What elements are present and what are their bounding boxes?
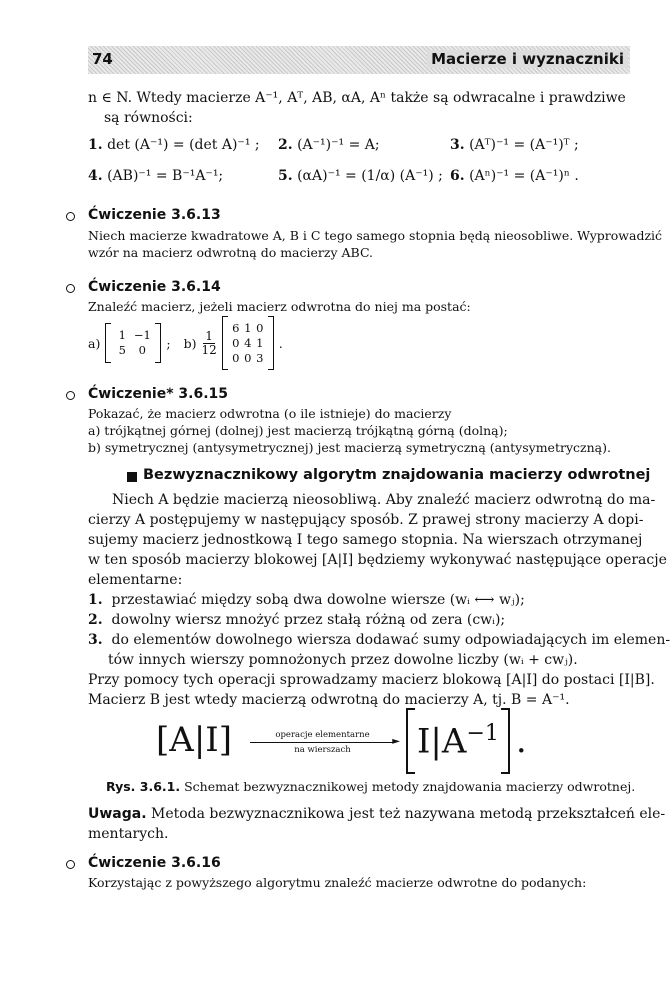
intro-line-1: n ∈ N. Wtedy macierze A⁻¹, Aᵀ, AB, αA, Aⁿ także są odwracalne i prawdziwe [88,90,626,106]
matrix-b: 6 1 0 0 4 1 0 0 3 [222,316,274,370]
operation-3-cont: tów innych wierszy pomnożonych przez dowolne liczby (wᵢ + cwⱼ). [108,652,578,668]
exercise-13-title: Ćwiczenie 3.6.13 [88,207,221,223]
fraction: 1 12 [201,328,217,357]
exercise-bullet-icon [66,212,75,221]
matrix-a: 1 −1 5 0 [105,323,161,363]
arrow-head-icon: ► [392,736,400,747]
exercise-bullet-icon [66,860,75,869]
exercise-16-line-1: Korzystając z powyższego algorytmu znaleźć macierze odwrotne do podanych: [88,875,587,890]
exercise-bullet-icon [66,284,75,293]
arrow-top-label: operacje elementarne [275,730,370,740]
exercise-13-line-1: Niech macierze kwadratowe A, B i C tego samego stopnia będą nieosobliwe. Wyprowadzić [88,228,663,243]
section-para-line-5: elementarne: [88,572,183,588]
operation-3: 3. do elementów dowolnego wiersza dodawać sumy odpowiadających im elemen- [88,632,671,648]
remark-line-1: Uwaga. Metoda bezwyznacznikowa jest też nazywana metodą przekształceń ele- [88,806,666,822]
section-para-line-4: w ten sposób macierzy blokowej [A|I] będziemy wykonywać następujące operacje [88,552,667,568]
operation-1: 1. przestawiać między sobą dwa dowolne wiersze (wᵢ ⟷ wⱼ); [88,592,525,608]
section-para-line-1: Niech A będzie macierzą nieosobliwą. Aby znaleźć macierz odwrotną do ma- [112,492,656,508]
exercise-16-title: Ćwiczenie 3.6.16 [88,855,221,871]
exercise-14-title: Ćwiczenie 3.6.14 [88,279,221,295]
exercise-15-item-b: b) symetrycznej (antysymetrycznej) jest macierzą symetryczną (antysymetryczną). [88,440,611,455]
diagram-arrow [250,730,400,755]
section-after-line-2: Macierz B jest wtedy macierzą odwrotną do macierzy A, tj. B = A⁻¹. [88,692,570,708]
page-number: 74 [92,50,113,68]
section-para-line-3: sujemy macierz jednostkową I tego samego stopnia. Na wierszach otrzymanej [88,532,643,548]
section-para-line-2: cierzy A postępujemy w następujący sposób. Z prawej strony macierzy A dopi- [88,512,644,528]
section-title: Bezwyznacznikowy algorytm znajdowania macierzy odwrotnej [143,467,651,483]
property-3: 3. (Aᵀ)⁻¹ = (A⁻¹)ᵀ ; [450,137,579,153]
remark-line-2: mentarych. [88,826,169,842]
diagram-right-block: $I|A^{-1}$ . [406,708,527,774]
exercise-bullet-icon [66,391,75,400]
intro-line-2: są równości: [104,110,193,126]
section-square-icon [127,472,137,482]
exercise-14-matrices: a) 1 −1 5 0 ; b) 1 12 6 1 0 0 4 1 0 0 3 . [88,316,283,370]
exercise-15-title: Ćwiczenie* 3.6.15 [88,386,229,402]
operation-2: 2. dowolny wiersz mnożyć przez stałą różną od zera (cwᵢ); [88,612,506,628]
section-after-line-1: Przy pomocy tych operacji sprowadzamy macierz blokową [A|I] do postaci [I|B]. [88,672,655,688]
property-4: 4. (AB)⁻¹ = B⁻¹A⁻¹; [88,168,224,184]
property-2: 2. (A⁻¹)⁻¹ = A; [278,137,380,153]
chapter-title: Macierze i wyznaczniki [427,50,628,68]
exercise-15-line-1: Pokazać, że macierz odwrotna (o ile istnieje) do macierzy [88,406,452,421]
figure-caption: Rys. 3.6.1. Schemat bezwyznacznikowej metody znajdowania macierzy odwrotnej. [106,779,636,794]
property-5: 5. (αA)⁻¹ = (1/α) (A⁻¹) ; [278,168,443,184]
exercise-15-item-a: a) trójkątnej górnej (dolnej) jest macierzą trójkątną górną (dolną); [88,423,508,438]
exercise-13-line-2: wzór na macierz odwrotną do macierzy ABC. [88,245,374,260]
exercise-14-line-1: Znaleźć macierz, jeżeli macierz odwrotna do niej ma postać: [88,299,471,314]
property-6: 6. (Aⁿ)⁻¹ = (A⁻¹)ⁿ . [450,168,579,184]
property-1: 1. det (A⁻¹) = (det A)⁻¹ ; [88,137,260,153]
diagram-left-block: [A|I] [156,720,232,760]
arrow-bottom-label: na wierszach [294,745,351,755]
arrow-line [250,736,400,747]
